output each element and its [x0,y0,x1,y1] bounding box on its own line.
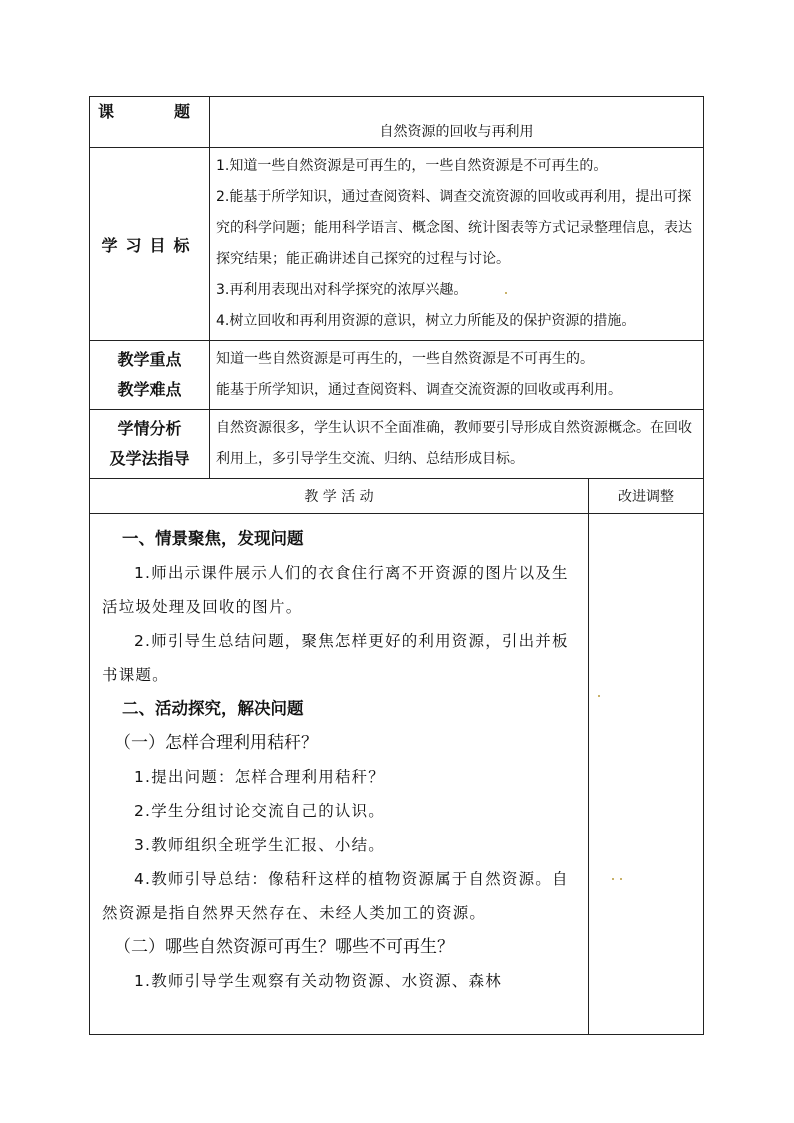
adjust-header: 改进调整 [589,479,704,514]
title-label-char-1: 课 [98,102,115,121]
activity-header: 教 学 活 动 [90,479,589,514]
goal-item: 3.再利用表现出对科学探究的浓厚兴趣。 [216,282,468,298]
key-label-1: 教学重点 [117,350,182,369]
analysis-label-2: 及学法指导 [109,449,190,468]
activity-content [90,514,589,1035]
subsection-1-paragraph: 2.学生分组讨论交流自己的认识。 [134,802,385,820]
key-points-label [90,341,210,410]
subsection-1-paragraph: 1.提出问题：怎样合理利用秸秆？ [134,768,385,786]
goal-item: 2.能基于所学知识，通过查阅资料、调查交流资源的回收或再利用，提出可探究的科学问题；能用科学语言、概念图、统计图表等方式记录整理信息，表达探究结果；能正确讲述自己探究的过程与讨论。 [216,189,692,267]
speck-mark [612,878,614,880]
section-1-paragraph: 1.师出示课件展示人们的衣食住行离不开资源的图片以及生活垃圾处理及回收的图片。 [102,564,569,616]
subsection-2-title: （二）哪些自然资源可再生？哪些不可再生？ [114,937,454,957]
section-1-title: 一、情景聚焦，发现问题 [122,529,304,548]
section-2-title: 二、活动探究，解决问题 [122,699,304,718]
adjust-cell [589,514,704,1035]
key-text-1: 知道一些自然资源是可再生的，一些自然资源是不可再生的。 [216,351,594,367]
title-label-cell [90,97,210,148]
goal-item: 1.知道一些自然资源是可再生的，一些自然资源是不可再生的。 [216,158,608,174]
key-points-cell [210,341,704,410]
speck-mark [505,292,507,294]
title-label-char-2: 题 [174,102,191,121]
subsection-1-paragraph: 4.教师引导总结：像秸秆这样的植物资源属于自然资源。自然资源是指自然界天然存在、未经人类加工的资源。 [102,870,569,922]
subsection-2-paragraph: 1.教师引导学生观察有关动物资源、水资源、森林 [134,972,502,990]
section-1-paragraph: 2.师引导生总结问题，聚焦怎样更好的利用资源，引出并板书课题。 [102,632,569,684]
subsection-1-paragraph: 3.教师组织全班学生汇报、小结。 [134,836,385,854]
analysis-label-1: 学情分析 [117,419,182,438]
speck-mark [598,695,600,697]
analysis-cell: 自然资源很多，学生认识不全面准确，教师要引导形成自然资源概念。在回收利用上，多引导学生交流、归纳、总结形成目标。 [210,410,704,479]
speck-mark [620,878,622,880]
goal-item: 4.树立回收和再利用资源的意识，树立力所能及的保护资源的措施。 [216,313,636,329]
lesson-plan-table [89,96,704,1035]
key-text-2: 能基于所学知识，通过查阅资料、调查交流资源的回收或再利用。 [216,382,622,398]
subsection-1-title: （一）怎样合理利用秸秆？ [114,733,318,753]
key-label-2: 教学难点 [117,380,182,399]
lesson-title: 自然资源的回收与再利用 [210,97,704,148]
goals-label: 学习目标 [90,148,210,341]
analysis-label [90,410,210,479]
goals-cell [210,148,704,341]
